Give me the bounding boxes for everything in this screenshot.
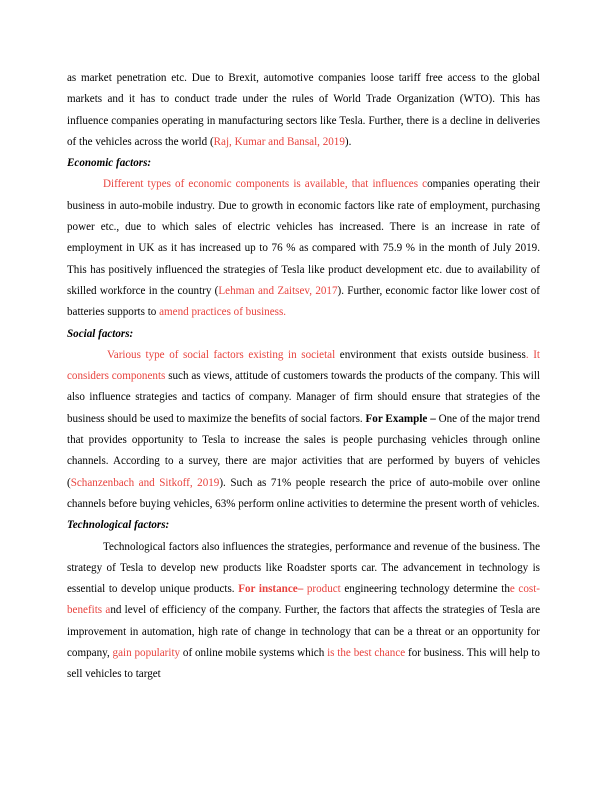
section-heading-economic: Economic factors: bbox=[67, 157, 152, 170]
citation: Schanzenbach and Sitkoff, 2019 bbox=[70, 476, 220, 489]
technological-paragraph: Technological factors also influences the strategies, performance and revenue of the business. The strategy of Tesla to develop new products like Roadster sports car. The advancement in technology is essential to develop unique products. For instance– product engineering technology determine the cost-benefits and level of efficiency of the company. Further, the factors that affects the strategies of Tesla are improvement in automation, high rate of change in technology that can be a threat or an opportunity for company, gain popularity of online mobile systems which is the best chance for business. This will help to sell vehicles to target bbox=[67, 540, 540, 681]
citation: Lehman and Zaitsev, 2017 bbox=[218, 284, 338, 297]
section-heading-technological: Technological factors: bbox=[67, 519, 170, 532]
social-paragraph: Various type of social factors existing in societal environment that exists outside business. It considers components such as views, attitude of customers towards the products of the company. This will also influence strategies and tactics of company. Manager of firm should ensure that strategies of the business should be used to maximize the benefits of social factors. For Example – One of the major trend that provides opportunity to Tesla to increase the sales is people purchasing vehicles through online channels. According to a survey, there are major activities that are performed by buyers of vehicles (Schanzenbach and Sitkoff, 2019). Such as 71% people research the price of auto-mobile over online channels before buying vehicles, 63% perform online activities to determine the present worth of vehicles. bbox=[67, 348, 540, 510]
document-body bbox=[67, 68, 540, 686]
intro-paragraph: as market penetration etc. Due to Brexit, automotive companies loose tariff free access to the global markets and it has to conduct trade under the rules of World Trade Organization (WTO). This has influence companies operating in manufacturing sectors like Tesla. Further, there is a decline in deliveries of the vehicles across the world (Raj, Kumar and Bansal, 2019). bbox=[67, 72, 540, 148]
example-label: For Example – bbox=[365, 412, 436, 425]
section-heading-social: Social factors: bbox=[67, 327, 134, 340]
citation: Raj, Kumar and Bansal, 2019 bbox=[213, 135, 345, 148]
economic-paragraph: Different types of economic components is available, that influences companies operating their business in auto-mobile industry. Due to growth in economic factors like rate of employment, purchasing power etc., due to which sales of electric vehicles has increased. There is an increase in rate of employment in UK as it has increased up to 76 % as compared with 75.9 % in the month of July 2019. This has positively influenced the strategies of Tesla like product development etc. due to availability of skilled workforce in the country (Lehman and Zaitsev, 2017). Further, economic factor like lower cost of batteries supports to amend practices of business. bbox=[67, 178, 540, 319]
instance-label: For instance– bbox=[238, 583, 304, 596]
